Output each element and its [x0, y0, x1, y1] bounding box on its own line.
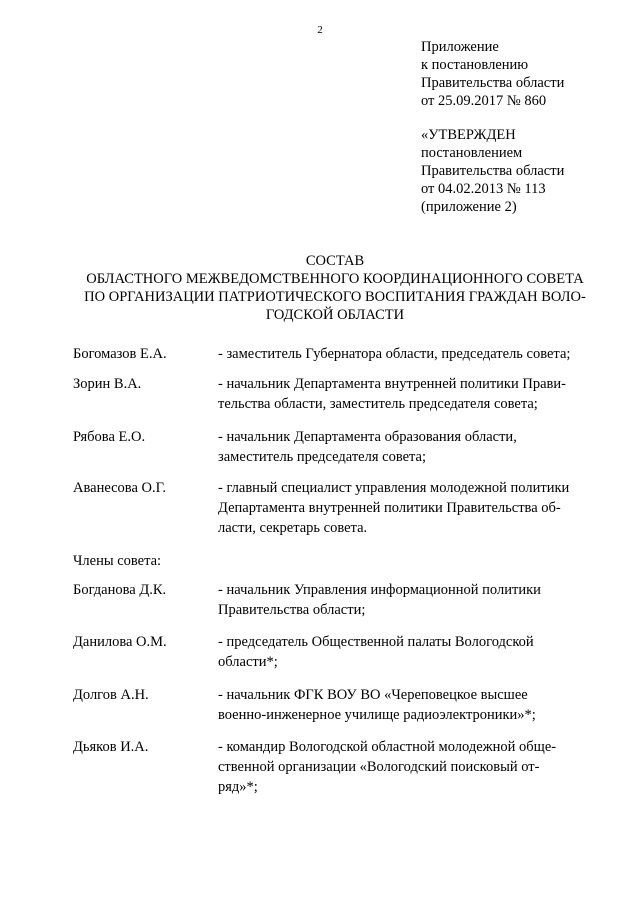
person-role: [218, 427, 593, 467]
page-number: 2: [317, 24, 323, 36]
approval-line: (приложение 2): [421, 199, 517, 215]
approval-line: «УТВЕРЖДЕН: [421, 127, 516, 143]
role-line: - начальник ФГК ВОУ ВО «Череповецкое высшее: [218, 687, 528, 703]
role-line: области*;: [218, 654, 278, 670]
document-heading: [60, 252, 610, 324]
person-role: [218, 478, 593, 538]
approval-line: постановлением: [421, 145, 523, 161]
person-role: [218, 737, 593, 797]
person-name: Богданова Д.К.: [73, 582, 167, 598]
role-line: - главный специалист управления молодежной политики: [218, 480, 570, 496]
person-name: Данилова О.М.: [73, 634, 167, 650]
person-name: Долгов А.Н.: [73, 687, 149, 703]
role-line: тельства области, заместитель председателя совета;: [218, 396, 538, 412]
role-line: ственной организации «Вологодский поисковый от-: [218, 759, 540, 775]
role-line: - заместитель Губернатора области, председатель совета;: [218, 346, 571, 362]
person-role: [218, 632, 593, 672]
annex-line: к постановлению: [421, 57, 529, 73]
person-role: [218, 685, 593, 725]
members-label: Члены совета:: [73, 553, 162, 569]
person-role: [218, 344, 593, 364]
role-line: - начальник Департамента образования области,: [218, 429, 517, 445]
approval-stamp: [421, 126, 564, 216]
person-name: Аванесова О.Г.: [73, 480, 166, 496]
person-role: [218, 374, 593, 414]
role-line: Правительства области;: [218, 602, 366, 618]
person-name: Зорин В.А.: [73, 376, 142, 392]
approval-line: Правительства области: [421, 163, 565, 179]
person-role: [218, 580, 593, 620]
person-name: Рябова Е.О.: [73, 429, 146, 445]
role-line: ряд»*;: [218, 779, 258, 795]
role-line: военно-инженерное училище радиоэлектроники»*;: [218, 707, 536, 723]
role-line: - председатель Общественной палаты Вологодской: [218, 634, 534, 650]
heading-title: СОСТАВ: [305, 253, 365, 269]
heading-line: ГОДСКОЙ ОБЛАСТИ: [265, 307, 405, 323]
role-line: - командир Вологодской областной молодежной обще-: [218, 739, 557, 755]
annex-reference: [421, 38, 564, 110]
role-line: - начальник Управления информационной политики: [218, 582, 541, 598]
role-line: заместитель председателя совета;: [218, 449, 427, 465]
role-line: ласти, секретарь совета.: [218, 520, 368, 536]
annex-line: от 25.09.2017 № 860: [421, 93, 547, 109]
annex-line: Правительства области: [421, 75, 565, 91]
heading-line: ПО ОРГАНИЗАЦИИ ПАТРИОТИЧЕСКОГО ВОСПИТАНИЯ ГРАЖДАН ВОЛО-: [84, 289, 586, 305]
person-name: Дьяков И.А.: [73, 739, 149, 755]
role-line: - начальник Департамента внутренней политики Прави-: [218, 376, 566, 392]
approval-line: от 04.02.2013 № 113: [421, 181, 546, 197]
annex-line: Приложение: [421, 39, 499, 55]
person-name: Богомазов Е.А.: [73, 346, 167, 362]
role-line: Департамента внутренней политики Правительства об-: [218, 500, 561, 516]
heading-line: ОБЛАСТНОГО МЕЖВЕДОМСТВЕННОГО КООРДИНАЦИОННОГО СОВЕТА: [86, 271, 584, 287]
